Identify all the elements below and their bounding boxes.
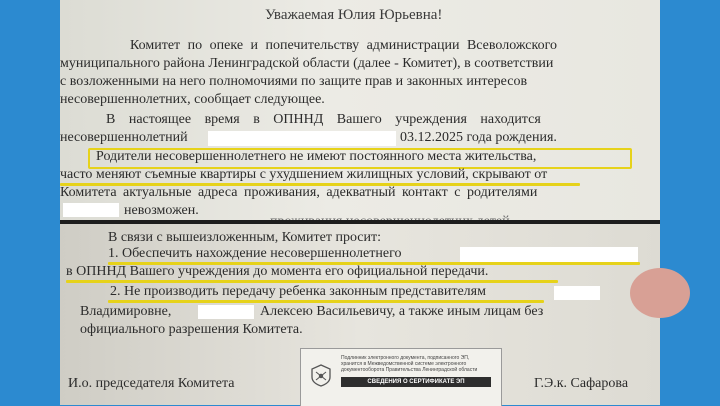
body-line: невозможен. (124, 203, 199, 218)
signatory-name: Г.Э.к. Сафарова (534, 376, 629, 391)
body-line: Комитет по опеке и попечительству администрации Всеволожского (130, 38, 557, 53)
body-line: Комитета актуальные адреса проживания, адекватный контакт с родителями (60, 185, 538, 200)
letter-fragment-top (60, 0, 660, 220)
body-line: официального разрешения Комитета. (80, 322, 303, 337)
body-line-highlighted: Родители несовершеннолетнего не имеют постоянного места жительства, (96, 149, 537, 164)
body-line: часто меняют съемные квартиры с ухудшением жилищных условий, скрывают от (60, 167, 548, 182)
stamp-text-line: документооборота Правительства Ленинградской области (341, 367, 478, 373)
request-item-2: 2. Не производить передачу ребенка законным представителям (110, 284, 486, 299)
body-line: несовершеннолетних, сообщает следующее. (60, 92, 325, 107)
request-item-1: 1. Обеспечить нахождение несовершеннолетнего (108, 246, 402, 261)
redaction-box (460, 247, 638, 262)
body-line: В связи с вышеизложенным, Комитет просит: (108, 230, 382, 245)
body-line: Владимировне, (80, 304, 172, 319)
highlight-underline (108, 300, 544, 303)
signatory-title: И.о. председателя Комитета (68, 376, 235, 391)
body-line: с возложенными на него полномочиями по защите прав и законных интересов (60, 74, 528, 89)
e-signature-stamp (300, 348, 502, 406)
stamp-text-line: Подлинник электронного документа, подписанного ЭП, (341, 355, 470, 361)
redaction-box (208, 131, 396, 146)
highlight-underline (66, 280, 558, 283)
body-line: несовершеннолетний (60, 130, 188, 145)
letter-greeting: Уважаемая Юлия Юрьевна! (265, 7, 443, 23)
body-line: В настоящее время в ОПННД Вашего учреждения находится (106, 112, 541, 127)
body-line: в ОПННД Вашего учреждения до момента его официальной передачи. (66, 264, 489, 279)
body-line: Алексею Васильевичу, а также иным лицам без (260, 304, 544, 319)
coat-of-arms-icon (308, 363, 334, 387)
redaction-box (554, 286, 600, 300)
letter-fragment-bottom (60, 220, 660, 405)
stamp-certificate-title: СВЕДЕНИЯ О СЕРТИФИКАТЕ ЭП (341, 377, 491, 387)
redaction-box (63, 203, 119, 217)
stamp-text-line: хранится в Межведомственной системе электронного (341, 361, 467, 367)
body-line: 03.12.2025 года рождения. (400, 130, 557, 145)
body-line: муниципального района Ленинградской области (далее - Комитет), в соответствии (60, 56, 554, 71)
photo-edge (60, 220, 660, 224)
finger-tip (630, 268, 690, 318)
redaction-box (198, 305, 254, 319)
